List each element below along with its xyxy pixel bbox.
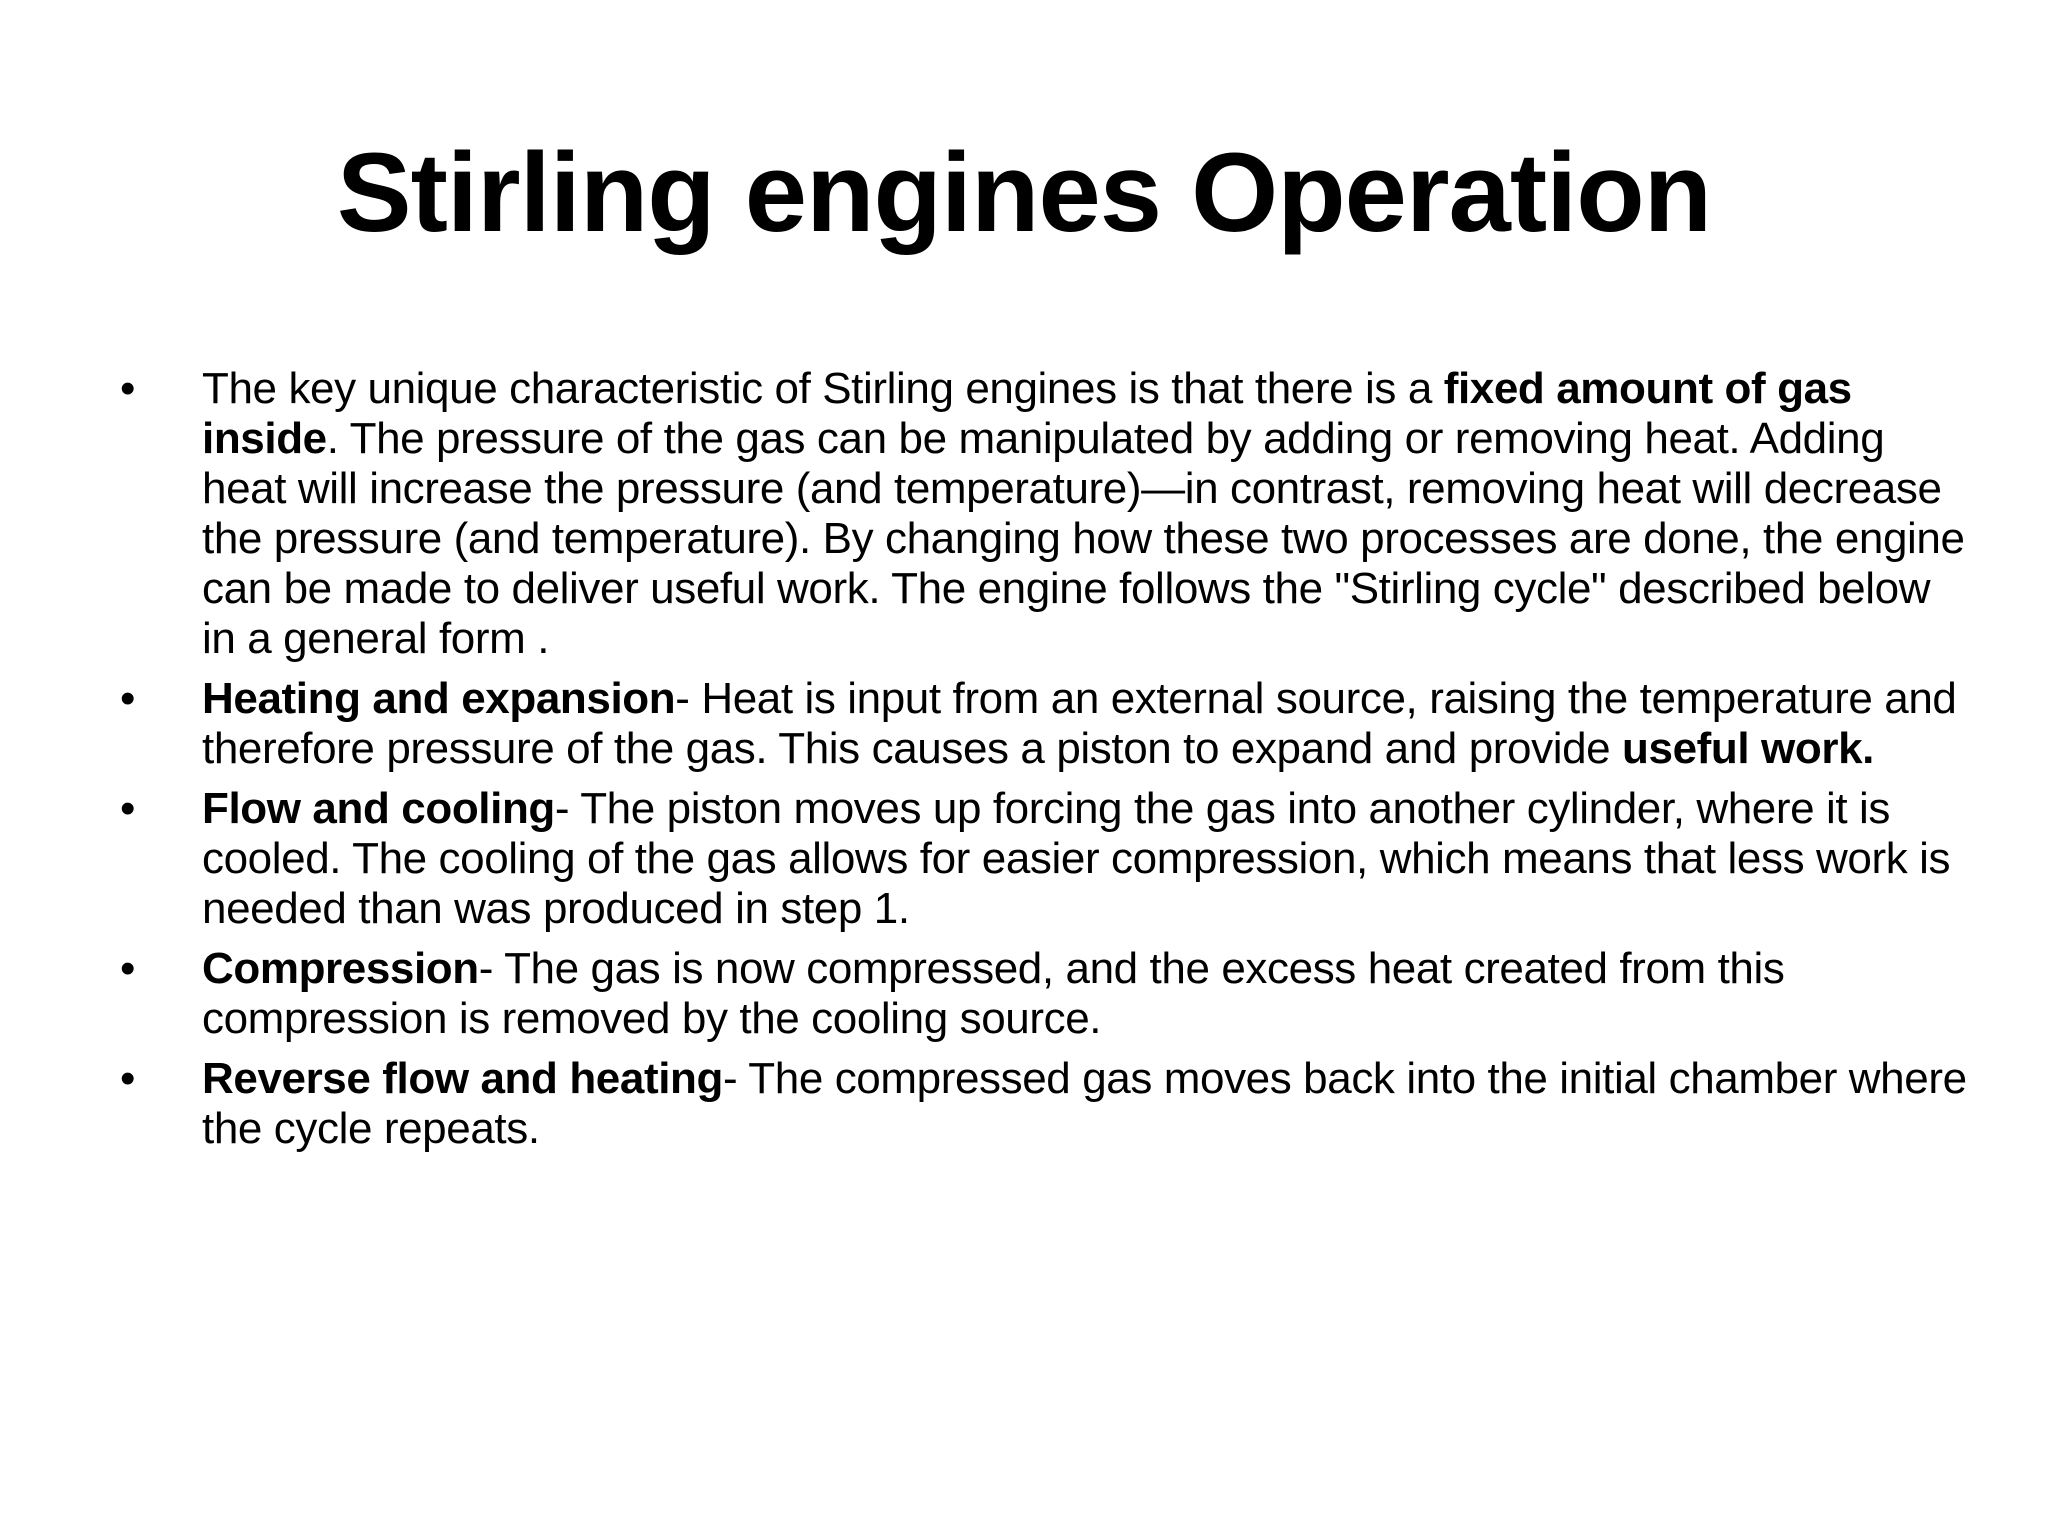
slide-title: Stirling engines Operation (336, 130, 1712, 255)
text-segment-bold: fixed amount of gas inside (202, 364, 1852, 463)
bullet-icon: • (120, 944, 136, 993)
bullet-text (202, 784, 1950, 933)
bullet-item-reverse-flow-heating (120, 1054, 1970, 1154)
bullet-text (202, 364, 1965, 663)
bullet-text (202, 1054, 1967, 1153)
text-segment: . The pressure of the gas can be manipulated by adding or removing heat. Adding heat will increase the pressure (and temperature)—in contrast, removing heat will decrease the pressure (and temperature). By changing how these two processes are done, the engine can be made to deliver useful work. The engine follows the "Stirling cycle" described below in a general form . (202, 414, 1965, 663)
bullet-item-compression (120, 944, 1970, 1044)
bullet-icon: • (120, 674, 136, 723)
text-segment-bold: Flow and cooling (202, 784, 555, 833)
bullet-text (202, 944, 1784, 1043)
text-segment: - The compressed gas moves back into the initial chamber where the cycle repeats. (202, 1054, 1967, 1153)
bullet-item-heating-expansion (120, 674, 1970, 774)
bullet-icon: • (120, 784, 136, 833)
text-segment: The key unique characteristic of Stirling engines is that there is a (202, 364, 1444, 413)
bullet-item-characteristic (120, 364, 1970, 664)
bullet-item-flow-cooling (120, 784, 1970, 934)
bullet-list (120, 364, 1970, 1164)
bullet-icon: • (120, 364, 136, 413)
text-segment-bold: Heating and expansion (202, 674, 676, 723)
text-segment-bold: useful work. (1622, 724, 1874, 773)
text-segment: - The gas is now compressed, and the excess heat created from this compression is removed by the cooling source. (202, 944, 1785, 1043)
text-segment-bold: Compression (202, 944, 479, 993)
text-segment: - Heat is input from an external source, raising the temperature and therefore pressure of the gas. This causes a piston to expand and provide (202, 674, 1957, 773)
bullet-text (202, 674, 1957, 773)
text-segment: - The piston moves up forcing the gas into another cylinder, where it is cooled. The cooling of the gas allows for easier compression, which means that less work is needed than was produced in step 1. (202, 784, 1951, 933)
bullet-icon: • (120, 1054, 136, 1103)
text-segment-bold: Reverse flow and heating (202, 1054, 723, 1103)
